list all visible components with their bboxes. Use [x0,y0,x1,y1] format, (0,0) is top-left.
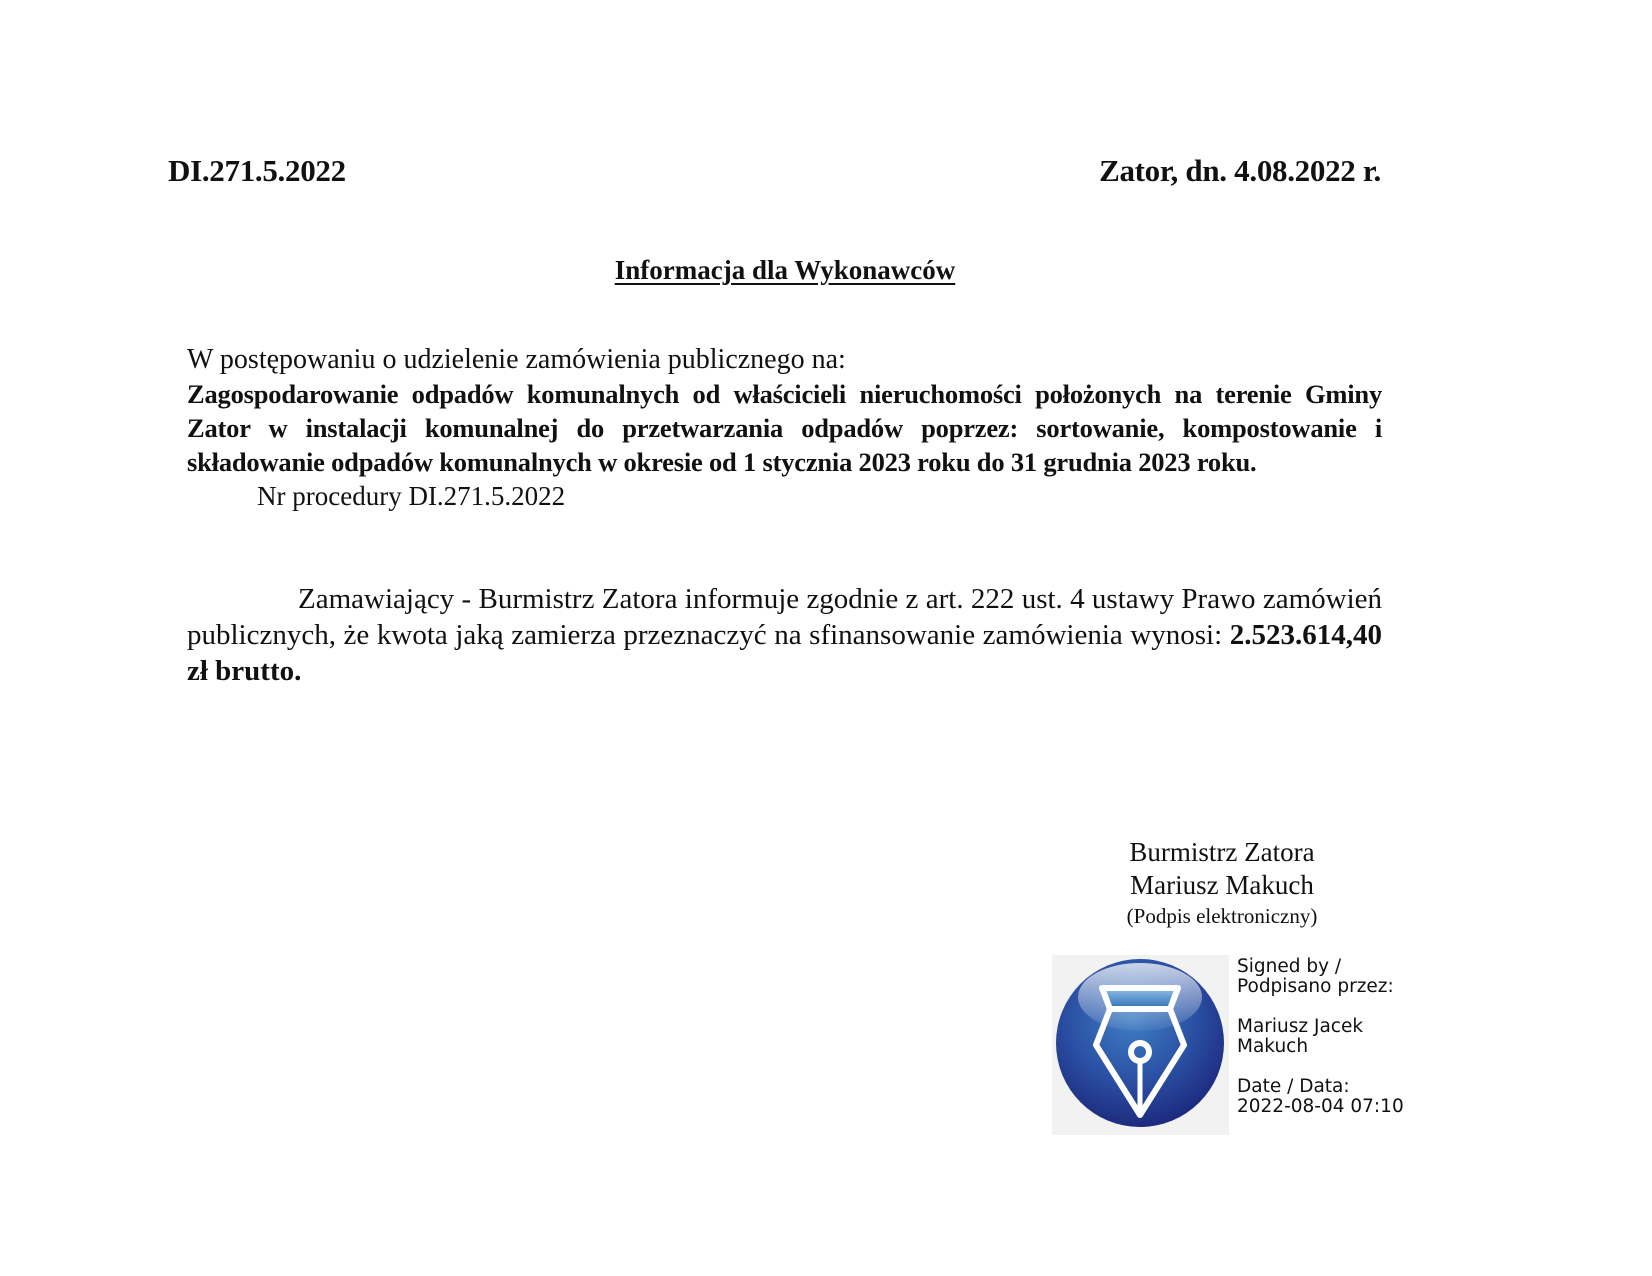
document-title: Informacja dla Wykonawców [614,255,956,285]
budget-paragraph [187,581,1382,689]
signer-name-line2: Makuch [1237,1036,1309,1057]
signing-date-label: Date / Data: [1237,1076,1350,1097]
signing-date-value: 2022-08-04 07:10 [1237,1096,1404,1117]
procedure-number: Nr procedury DI.271.5.2022 [257,481,566,511]
signer-name-line1: Mariusz Jacek [1237,1016,1364,1037]
nib-top [1102,988,1178,1009]
place-and-date: Zator, dn. 4.08.2022 r. [1099,153,1381,188]
procurement-subject: Zagospodarowanie odpadów komunalnych od właścicieli nieruchomości położonych na terenie Gminy Zator w instalacji komunalnej do przetwarzania odpadów poprzez: sortowanie, kompostowanie i składowanie odpadów komunalnych w okresie od 1 stycznia 2023 roku do 31 grudnia 2023 roku. [187,379,1382,477]
intro-line: W postępowaniu o udzielenie zamówienia publicznego na: [187,344,846,375]
fountain-pen-nib-icon [1052,955,1229,1135]
signatory-title: Burmistrz Zatora [1129,837,1315,867]
signature-stamp-logo [1052,955,1229,1135]
signatory-name: Mariusz Makuch [1130,870,1314,900]
procurement-info [187,343,1382,513]
budget-amount: 2.523.614,40 zł brutto. [187,619,1382,687]
signature-stamp-details [1237,957,1404,1117]
document-reference-number: DI.271.5.2022 [168,153,346,188]
paragraph-text: Zamawiający - Burmistrz Zatora informuje zgodnie z art. 222 ust. 4 ustawy Prawo zamówień publicznych, że kwota jaką zamierza przeznaczyć na sfinansowanie zamówienia wynosi: [187,583,1382,651]
electronic-signature-note: (Podpis elektroniczny) [1126,904,1318,928]
signed-by-label-line2: Podpisano przez: [1237,976,1394,997]
signature-block [1105,836,1339,930]
signed-by-label-line1: Signed by / [1237,956,1342,977]
